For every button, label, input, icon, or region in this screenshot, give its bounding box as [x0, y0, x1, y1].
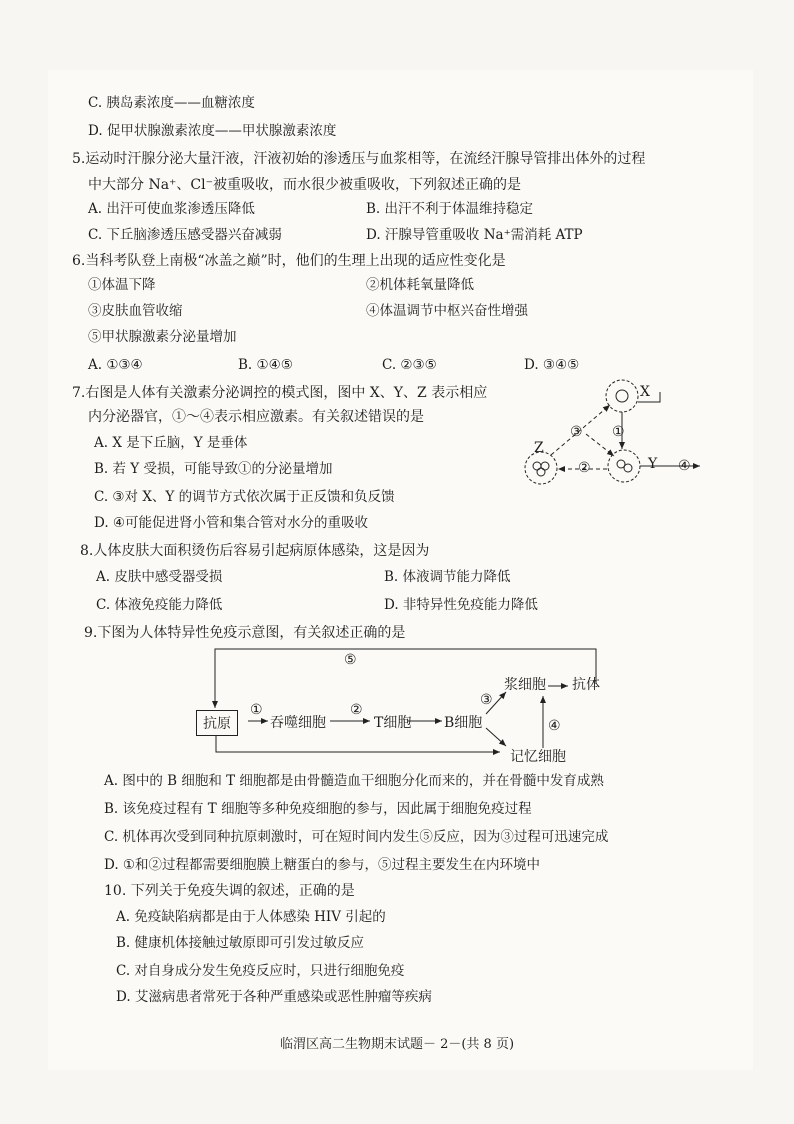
node-phagocyte: 吞噬细胞 [270, 715, 326, 731]
arrow-antigen-memory [216, 734, 500, 752]
q6-item-4: ④体温调节中枢兴奋性增强 [366, 303, 528, 319]
step-2: ② [350, 702, 363, 718]
node-b-cell: B细胞 [444, 715, 483, 731]
node-antibody: 抗体 [572, 677, 600, 693]
q7-stem-line2: 内分泌器官，①～④表示相应激素。有关叙述错误的是 [88, 409, 424, 425]
q10-option-a: A. 免疫缺陷病都是由于人体感染 HIV 引起的 [116, 909, 386, 925]
antigen-box: 抗原 [196, 710, 238, 736]
q6-option-d: D. ③④⑤ [524, 357, 580, 373]
q10-stem: 10. 下列关于免疫失调的叙述，正确的是 [104, 883, 355, 899]
q6-stem: 6.当科考队登上南极“冰盖之巅”时，他们的生理上出现的适应性变化是 [72, 253, 506, 269]
label-hormone-4: ④ [678, 458, 691, 474]
q6-item-2: ②机体耗氧量降低 [366, 277, 474, 293]
q7-option-c: C. ③对 X、Y 的调节方式依次属于正反馈和负反馈 [94, 489, 395, 505]
q5-option-c: C. 下丘脑渗透压感受器兴奋减弱 [88, 227, 282, 243]
q9-stem: 9.下图为人体特异性免疫示意图，有关叙述正确的是 [84, 625, 406, 641]
q9-option-c: C. 机体再次受到同种抗原刺激时，可在短时间内发生⑤反应，因为③过程可迅速完成 [104, 829, 609, 845]
label-hormone-3: ③ [570, 424, 583, 440]
q8-option-a: A. 皮肤中感受器受损 [96, 569, 223, 585]
label-hormone-1: ① [612, 424, 625, 440]
page-footer: 临渭区高二生物期末试题－ 2－(共 8 页) [279, 1037, 515, 1052]
q8-option-b: B. 体液调节能力降低 [384, 569, 511, 585]
arrow-b-memory [486, 728, 506, 746]
node-memory-cell: 记忆细胞 [510, 749, 566, 765]
q5-option-d: D. 汗腺导管重吸收 Na⁺需消耗 ATP [366, 227, 583, 243]
q9-option-d: D. ①和②过程都需要细胞膜上糖蛋白的参与，⑤过程主要发生在内环境中 [104, 857, 541, 873]
q7-option-a: A. X 是下丘脑，Y 是垂体 [94, 435, 248, 451]
q6-item-5: ⑤甲状腺激素分泌量增加 [88, 329, 237, 345]
step-1: ① [250, 702, 263, 718]
q8-option-d: D. 非特异性免疫能力降低 [384, 597, 538, 613]
label-z: Z [534, 440, 544, 456]
q6-item-3: ③皮肤血管收缩 [88, 303, 183, 319]
q6-item-1: ①体温下降 [88, 277, 156, 293]
q6-option-b: B. ①④⑤ [238, 357, 293, 373]
node-plasma-cell: 浆细胞 [504, 677, 546, 693]
step-4: ④ [548, 718, 561, 734]
q9-option-a: A. 图中的 B 细胞和 T 细胞都是由骨髓造血干细胞分化而来的，并在骨髓中发育成熟 [104, 773, 604, 789]
q6-option-c: C. ②③⑤ [382, 357, 437, 373]
q8-option-c: C. 体液免疫能力降低 [96, 597, 223, 613]
q9-option-b: B. 该免疫过程有 T 细胞等多种免疫细胞的参与，因此属于细胞免疫过程 [104, 801, 532, 817]
label-x: X [640, 384, 650, 400]
q7-option-d: D. ④可能促进肾小管和集合管对水分的重吸收 [94, 515, 369, 531]
q7-option-b: B. 若 Y 受损，可能导致①的分泌量增加 [94, 461, 333, 477]
q5-option-a: A. 出汗可使血浆渗透压降低 [88, 201, 255, 217]
q5-option-b: B. 出汗不利于体温维持稳定 [366, 201, 534, 217]
q10-option-b: B. 健康机体接触过敏原即可引发过敏反应 [116, 935, 365, 951]
q5-stem-line2: 中大部分 Na⁺、Cl⁻被重吸收，而水很少被重吸收，下列叙述正确的是 [88, 177, 522, 193]
q8-stem: 8.人体皮肤大面积烫伤后容易引起病原体感染，这是因为 [80, 543, 430, 559]
label-y: Y [648, 456, 658, 472]
q4-option-c: C. 胰岛素浓度——血糖浓度 [88, 95, 255, 111]
q6-option-a: A. ①③④ [88, 357, 143, 373]
q5-stem-line1: 5.运动时汗腺分泌大量汗液，汗液初始的渗透压与血浆相等，在流经汗腺导管排出体外的过程 [72, 151, 646, 167]
label-hormone-2: ② [578, 460, 591, 476]
q10-option-c: C. 对自身成分发生免疫反应时，只进行细胞免疫 [116, 963, 405, 979]
q10-option-d: D. 艾滋病患者常死于各种严重感染或恶性肿瘤等疾病 [116, 989, 432, 1005]
q7-stem-line1: 7.右图是人体有关激素分泌调控的模式图，图中 X、Y、Z 表示相应 [72, 385, 488, 401]
step-5: ⑤ [344, 652, 357, 668]
q4-option-d: D. 促甲状腺激素浓度——甲状腺激素浓度 [88, 123, 337, 139]
step-3: ③ [480, 692, 493, 708]
node-t-cell: T细胞 [374, 715, 412, 731]
